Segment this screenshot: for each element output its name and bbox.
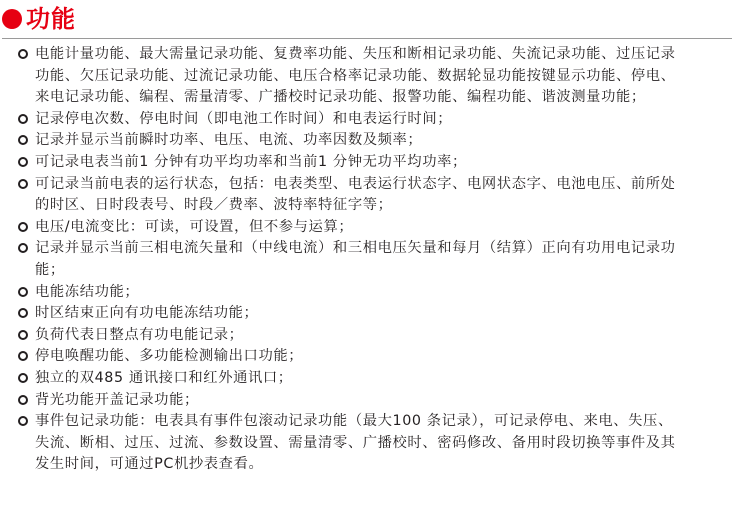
header-divider (2, 38, 732, 39)
feature-text: 背光功能开盖记录功能； (35, 391, 199, 408)
feature-item (18, 44, 686, 109)
feature-text: 记录并显示当前三相电流矢量和（中线电流）和三相电压矢量和每月（结算）正向有功用电记录功能； (35, 240, 676, 278)
ring-bullet-icon (18, 243, 28, 253)
feature-text: 事件包记录功能：电表具有事件包滚动记录功能（最大100 条记录），可记录停电、来电、失压、失流、断相、过压、过流、参数设置、需量清零、广播校时、密码修改、备用时段切换等事件及其发生时间，可通过PC机抄表查看。 (35, 413, 676, 473)
feature-text: 独立的双485 通讯接口和红外通讯口； (35, 369, 293, 386)
feature-item (18, 152, 686, 174)
feature-item (18, 368, 686, 390)
feature-text: 时区结束正向有功电能冻结功能； (35, 305, 259, 322)
feature-list (18, 44, 686, 476)
feature-text: 可记录当前电表的运行状态，包括：电表类型、电表运行状态字、电网状态字、电池电压、前所处的时区、日时段表号、时段／费率、波特率特征字等； (35, 175, 676, 214)
ring-bullet-icon (18, 330, 28, 340)
ring-bullet-icon (18, 351, 28, 361)
feature-text: 停电唤醒功能、多功能检测输出口功能； (35, 348, 304, 365)
section-header (2, 3, 732, 37)
feature-text: 负荷代表日整点有功电能记录； (35, 326, 244, 343)
feature-item (18, 390, 686, 412)
feature-item (18, 217, 686, 239)
feature-text: 电能计量功能、最大需量记录功能、复费率功能、失压和断相记录功能、失流记录功能、过压记录功能、欠压记录功能、过流记录功能、电压合格率记录功能、数据轮显功能按键显示功能、停电、来电记录功能、编程、需量清零、广播校时记录功能、报警功能、编程功能、谐波测量功能； (35, 46, 676, 106)
feature-text: 记录停电次数、停电时间（即电池工作时间）和电表运行时间； (35, 110, 453, 127)
feature-text: 记录并显示当前瞬时功率、电压、电流、功率因数及频率； (35, 132, 423, 149)
ring-bullet-icon (18, 373, 28, 383)
feature-text: 可记录电表当前1 分钟有功平均功率和当前1 分钟无功平均功率； (35, 153, 467, 170)
ring-bullet-icon (18, 157, 28, 167)
ring-bullet-icon (18, 416, 28, 426)
feature-item (18, 282, 686, 304)
ring-bullet-icon (18, 135, 28, 145)
feature-text: 电能冻结功能； (35, 283, 140, 300)
feature-item (18, 130, 686, 152)
feature-text: 电压/电流变比：可读，可设置，但不参与运算； (35, 218, 354, 235)
ring-bullet-icon (18, 222, 28, 232)
feature-item (18, 238, 686, 281)
section-title: 功能 (26, 5, 76, 33)
ring-bullet-icon (18, 179, 28, 189)
ring-bullet-icon (18, 308, 28, 318)
feature-item (18, 346, 686, 368)
feature-item (18, 109, 686, 131)
ring-bullet-icon (18, 49, 28, 59)
red-dot-icon (2, 9, 22, 29)
ring-bullet-icon (18, 114, 28, 124)
ring-bullet-icon (18, 287, 28, 297)
ring-bullet-icon (18, 395, 28, 405)
feature-item (18, 174, 686, 217)
feature-item (18, 325, 686, 347)
feature-item (18, 411, 686, 476)
feature-item (18, 303, 686, 325)
